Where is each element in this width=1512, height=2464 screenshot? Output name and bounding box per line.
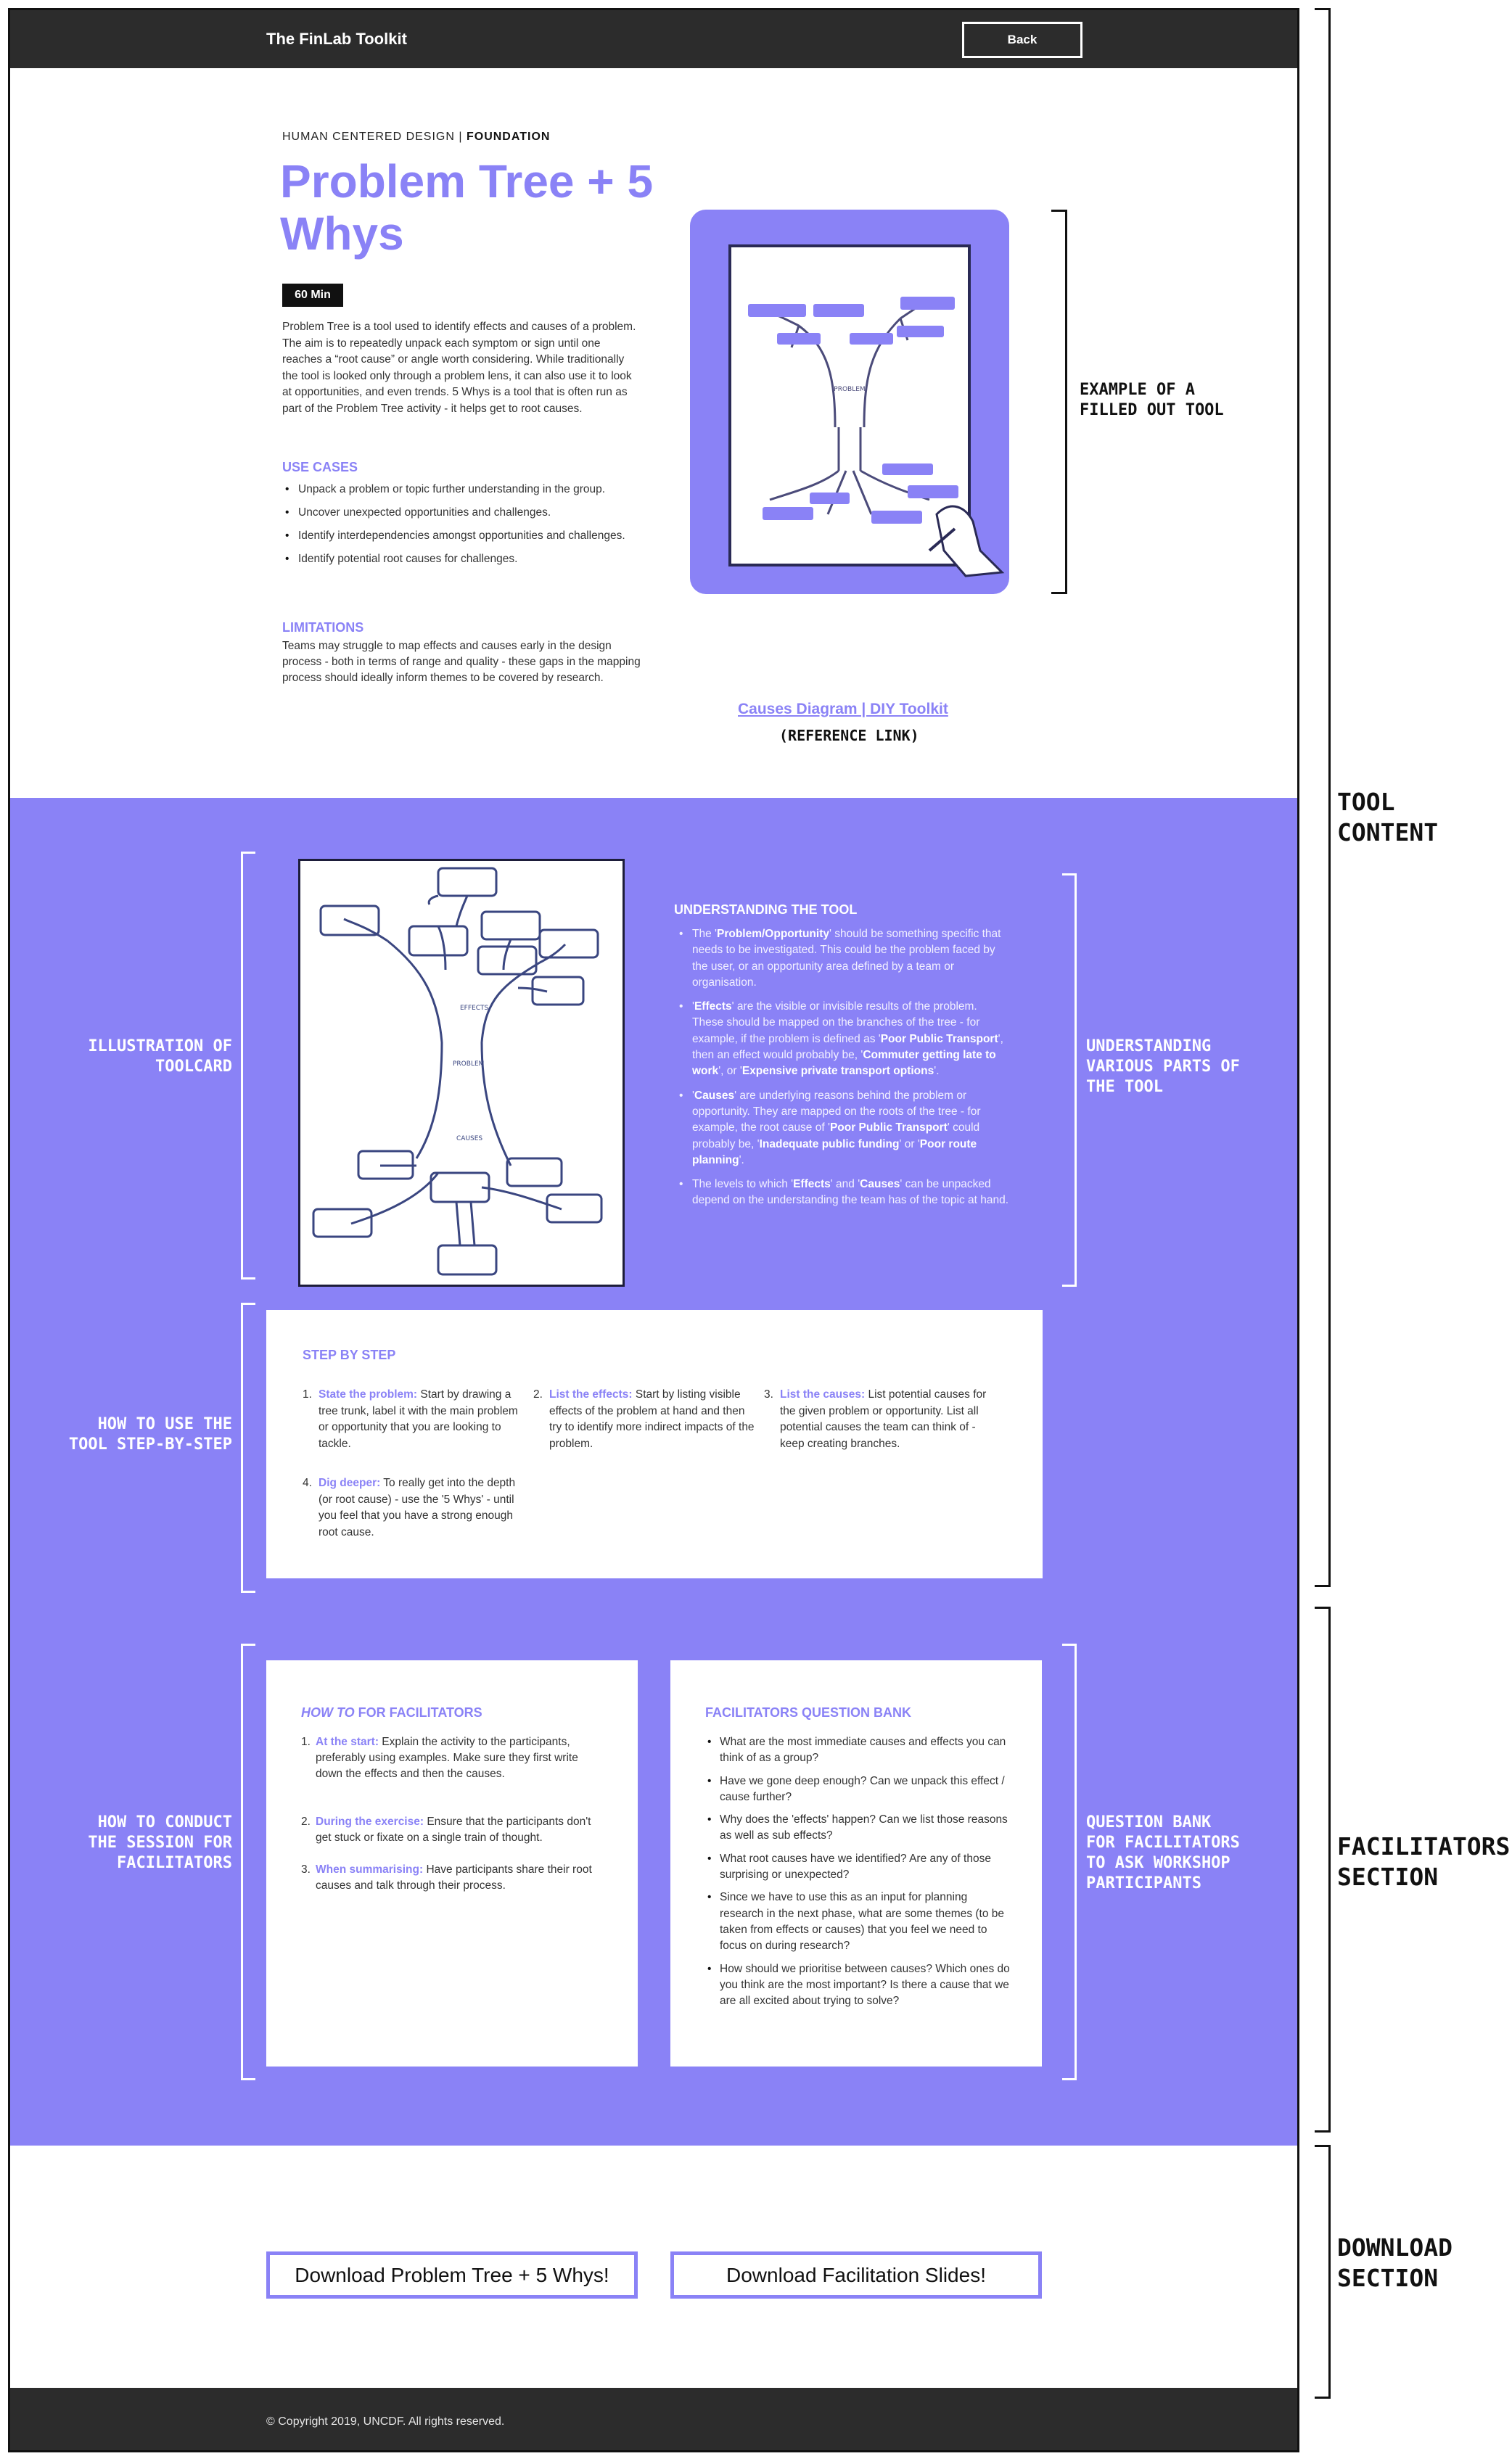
- back-button[interactable]: Back: [962, 22, 1082, 58]
- annotation-tool-content: TOOL CONTENT: [1337, 788, 1439, 846]
- limitations-text: Teams may struggle to map effects and causes early in the design process - both in terms of range and quality - these gaps in the mapping process should ideally inform themes to be covered by research.: [282, 640, 641, 684]
- question-list: [705, 1734, 1010, 2016]
- download-tool-button[interactable]: Download Problem Tree + 5 Whys!: [266, 2251, 638, 2299]
- reference-link[interactable]: Causes Diagram | DIY Toolkit: [738, 701, 948, 717]
- list-item: • How should we prioritise between causes? Which ones do you think are the most important? Is there a cause that we are all excited about trying to solve?: [705, 1961, 1010, 2010]
- facilitators-heading: HOW TO FOR FACILITATORS: [301, 1705, 482, 1720]
- limitations-heading: LIMITATIONS: [282, 620, 364, 635]
- bracket: [1062, 1644, 1077, 2080]
- copyright-text: © Copyright 2019, UNCDF. All rights reserved.: [266, 2415, 505, 2428]
- list-item: • Since we have to use this as an input for planning research in the next phase, what are some themes (to be taken from effects or causes) that you feel we need to focus on during research?: [705, 1890, 1010, 1954]
- annotation-steps: HOW TO USE THE TOOL STEP-BY-STEP: [68, 1415, 232, 1454]
- filled-tool-illustration: [690, 210, 1009, 594]
- list-item: 1. At the start: Explain the activity to the participants, preferably using examples. Make sure they first write down the effects and then the causes.: [301, 1736, 578, 1780]
- annotation-facilitators-section: FACILITATORS SECTION: [1337, 1832, 1511, 1891]
- annotation-example: EXAMPLE OF A FILLED OUT TOOL: [1080, 381, 1224, 419]
- effects-label: EFFECTS: [460, 1005, 489, 1012]
- list-item: • What are the most immediate causes and effects you can think of as a group?: [705, 1734, 1010, 1767]
- list-item: • Have we gone deep enough? Can we unpack this effect / cause further?: [705, 1773, 1010, 1806]
- bracket: [241, 1303, 255, 1593]
- causes-label: CAUSES: [456, 1135, 483, 1142]
- tool-description: Problem Tree is a tool used to identify effects and causes of a problem. The aim is to repeatedly unpack each symptom or sign until one reaches a “root cause” or angle worth considering. While traditionally the tool is looked only through a problem lens, it can also use it to look at opportunities, and even trends. 5 Whys is a tool that is often run as part of the Problem Tree activity - it helps get to root causes.: [282, 321, 636, 415]
- list-item: 2. During the exercise: Ensure that the participants don't get stuck or fixate on a single train of thought.: [301, 1816, 591, 1844]
- bracket: [241, 852, 255, 1280]
- svg-text:PROBLEM: PROBLEM: [834, 386, 866, 393]
- list-item: • The 'Problem/Opportunity' should be something specific that needs to be investigated. This could be the problem faced by the user, or an opportunity area defined by a team or organisation.: [676, 926, 1010, 991]
- webpage-frame: [8, 8, 1299, 2452]
- breadcrumb-level: FOUNDATION: [466, 131, 551, 143]
- bracket: [241, 1644, 255, 2080]
- toolcard-illustration: [298, 859, 625, 1287]
- bracket: [1051, 210, 1067, 594]
- use-cases-heading: USE CASES: [282, 460, 358, 474]
- step-item: 1. State the problem: Start by drawing a tree trunk, label it with the main problem or opportunity that you are looking to tackle.: [303, 1388, 518, 1450]
- list-item: • The levels to which 'Effects' and 'Causes' can be unpacked depend on the understanding the team has of the topic at hand.: [676, 1177, 1010, 1209]
- list-item: • Unpack a problem or topic further understanding in the group.: [282, 482, 638, 498]
- reference-note: (REFERENCE LINK): [779, 727, 919, 744]
- annotation-illustration: ILLUSTRATION OF TOOLCARD: [88, 1037, 232, 1076]
- bracket: [1315, 2145, 1331, 2399]
- bracket: [1062, 873, 1077, 1287]
- list-item: 3. When summarising: Have participants share their root causes and talk through their process.: [301, 1863, 592, 1892]
- step-by-step-card: [266, 1310, 1043, 1578]
- use-cases-list: [282, 482, 638, 574]
- annotation-understanding: UNDERSTANDING VARIOUS PARTS OF THE TOOL: [1086, 1037, 1240, 1096]
- breadcrumb: [282, 131, 550, 144]
- annotation-question-bank: QUESTION BANK FOR FACILITATORS TO ASK WORKSHOP PARTICIPANTS: [1086, 1813, 1240, 1892]
- understanding-list: [676, 926, 1010, 1217]
- facilitators-howto-card: [266, 1660, 638, 2067]
- question-bank-heading: FACILITATORS QUESTION BANK: [705, 1705, 912, 1720]
- list-item: • 'Causes' are underlying reasons behind the problem or opportunity. They are mapped on the roots of the tree - for example, the root cause of 'Poor Public Transport' could probably be, 'Inadequate public funding' or 'Poor route planning'.: [676, 1088, 1010, 1169]
- problem-label: PROBLEM: [453, 1060, 485, 1068]
- problem-tree-drawing: [300, 861, 623, 1285]
- list-item: • Uncover unexpected opportunities and challenges.: [282, 505, 638, 521]
- list-item: • 'Effects' are the visible or invisible results of the problem. These should be mapped on the branches of the tree - for example, if the problem is defined as 'Poor Public Transport', then an effect would probably be, 'Commuter getting late to work', or 'Expensive private transport options'.: [676, 999, 1010, 1079]
- list-item: • Identify interdependencies amongst opportunities and challenges.: [282, 528, 638, 544]
- annotation-conduct: HOW TO CONDUCT THE SESSION FOR FACILITATORS: [88, 1813, 232, 1872]
- duration-badge: 60 Min: [282, 284, 343, 307]
- list-item: • Why does the 'effects' happen? Can we list those reasons as well as sub effects?: [705, 1812, 1010, 1845]
- list-item: • What root causes have we identified? Are any of those surprising or unexpected?: [705, 1851, 1010, 1884]
- steps-heading: STEP BY STEP: [303, 1348, 396, 1362]
- example-tool-image: [690, 210, 1009, 594]
- page-title: Problem Tree + 5 Whys: [280, 155, 654, 260]
- bracket: [1315, 1607, 1331, 2133]
- step-item: 2. List the effects: Start by listing visible effects of the problem at hand and then try to identify more indirect impacts of the problem.: [533, 1388, 755, 1450]
- question-bank-card: [670, 1660, 1042, 2067]
- step-item: 3. List the causes: List potential causes for the given problem or opportunity. List all potential causes the team can think of - keep creating branches.: [764, 1388, 987, 1450]
- breadcrumb-category: HUMAN CENTERED DESIGN |: [282, 131, 463, 143]
- bracket: [1315, 8, 1331, 1587]
- understanding-heading: UNDERSTANDING THE TOOL: [674, 902, 858, 917]
- site-footer: [10, 2388, 1297, 2452]
- list-item: • Identify potential root causes for challenges.: [282, 551, 638, 567]
- site-header: [10, 10, 1297, 68]
- annotation-download-section: DOWNLOAD SECTION: [1337, 2233, 1453, 2292]
- step-item: 4. Dig deeper: To really get into the depth (or root cause) - use the '5 Whys' - until you feel that you have a strong enough root cause.: [303, 1477, 516, 1538]
- download-slides-button[interactable]: Download Facilitation Slides!: [670, 2251, 1042, 2299]
- brand-title[interactable]: The FinLab Toolkit: [266, 30, 407, 48]
